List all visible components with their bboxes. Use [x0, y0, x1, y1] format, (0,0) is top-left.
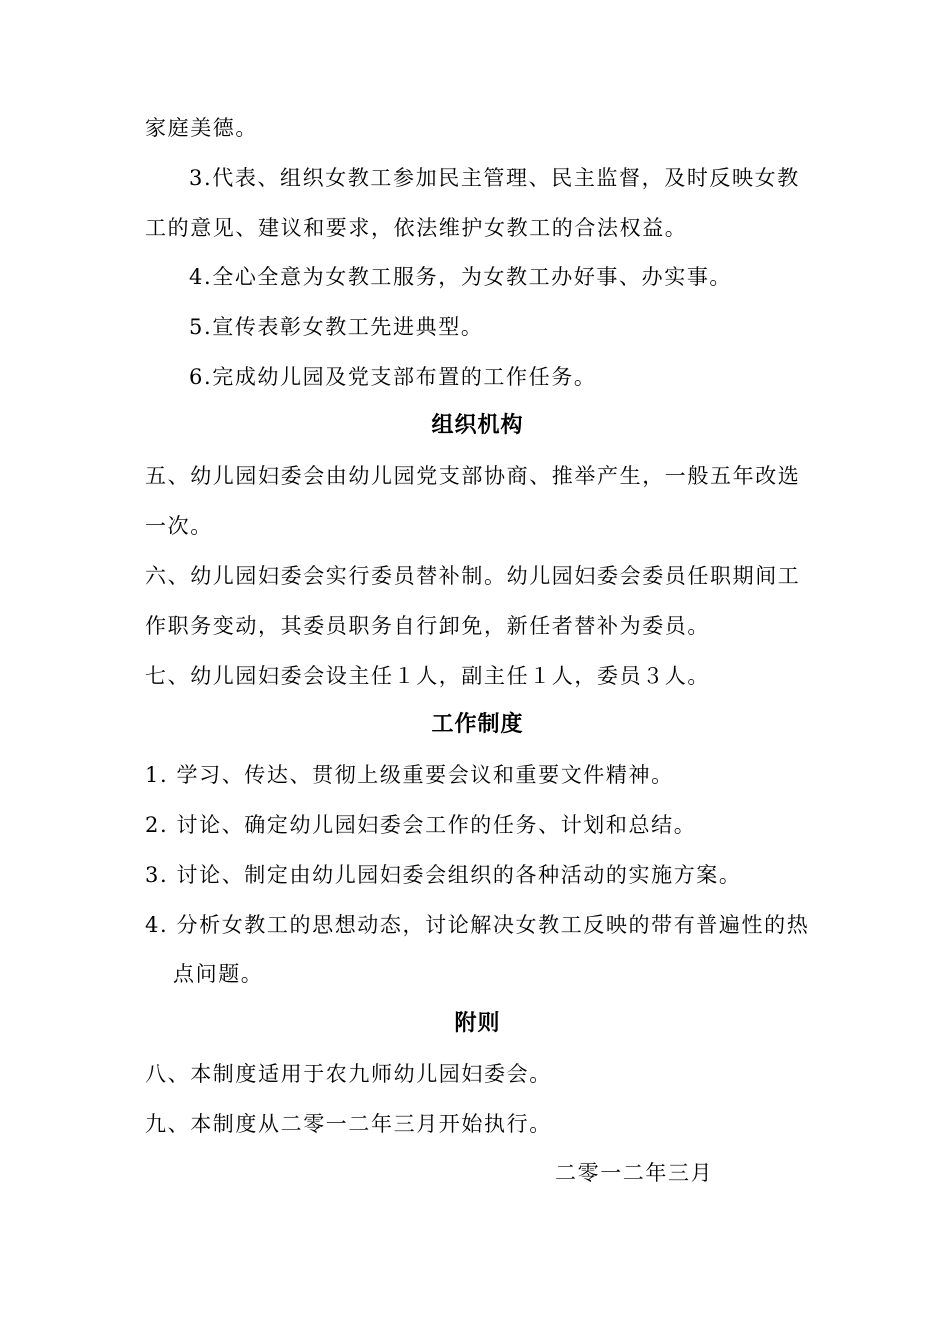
document-date: 二零一二年三月 [555, 1161, 714, 1185]
section-heading-work-system: 工作制度 [431, 712, 524, 737]
section-heading-appendix: 附则 [454, 1011, 501, 1036]
appendix-item-8: 八、本制度适用于农九师幼儿园妇委会。 [145, 1062, 552, 1086]
work-item-4-line-2: 点问题。 [173, 962, 264, 986]
duty-item-3-line-1: 3.代表、组织女教工参加民主管理、民主监督，及时反映女教 [189, 166, 800, 190]
work-item-4-line-1: 4. 分析女教工的思想动态，讨论解决女教工反映的带有普遍性的热 [145, 913, 810, 937]
section-heading-organization: 组织机构 [431, 413, 524, 438]
work-item-2: 2. 讨论、确定幼儿园妇委会工作的任务、计划和总结。 [145, 813, 697, 837]
paragraph-line: 家庭美德。 [145, 116, 258, 140]
org-item-5-line-1: 五、幼儿园妇委会由幼儿园党支部协商、推举产生，一般五年改选 [145, 464, 801, 488]
duty-item-3-line-2: 工的意见、建议和要求，依法维护女教工的合法权益。 [145, 216, 688, 240]
work-item-3: 3. 讨论、制定由幼儿园妇委会组织的各种活动的实施方案。 [145, 863, 742, 887]
duty-item-5: 5.宣传表彰女教工先进典型。 [189, 315, 484, 339]
org-item-6-line-1: 六、幼儿园妇委会实行委员替补制。幼儿园妇委会委员任职期间工 [145, 564, 801, 588]
work-item-1: 1. 学习、传达、贯彻上级重要会议和重要文件精神。 [145, 763, 674, 787]
org-item-6-line-2: 作职务变动，其委员职务自行卸免，新任者替补为委员。 [145, 614, 710, 638]
org-item-5-line-2: 一次。 [145, 514, 213, 538]
org-item-7: 七、幼儿园妇委会设主任１人，副主任１人，委员３人。 [145, 664, 710, 688]
appendix-item-9: 九、本制度从二零一二年三月开始执行。 [145, 1112, 552, 1136]
duty-item-4: 4.全心全意为女教工服务，为女教工办好事、办实事。 [189, 265, 733, 289]
duty-item-6: 6.完成幼儿园及党支部布置的工作任务。 [189, 365, 597, 389]
